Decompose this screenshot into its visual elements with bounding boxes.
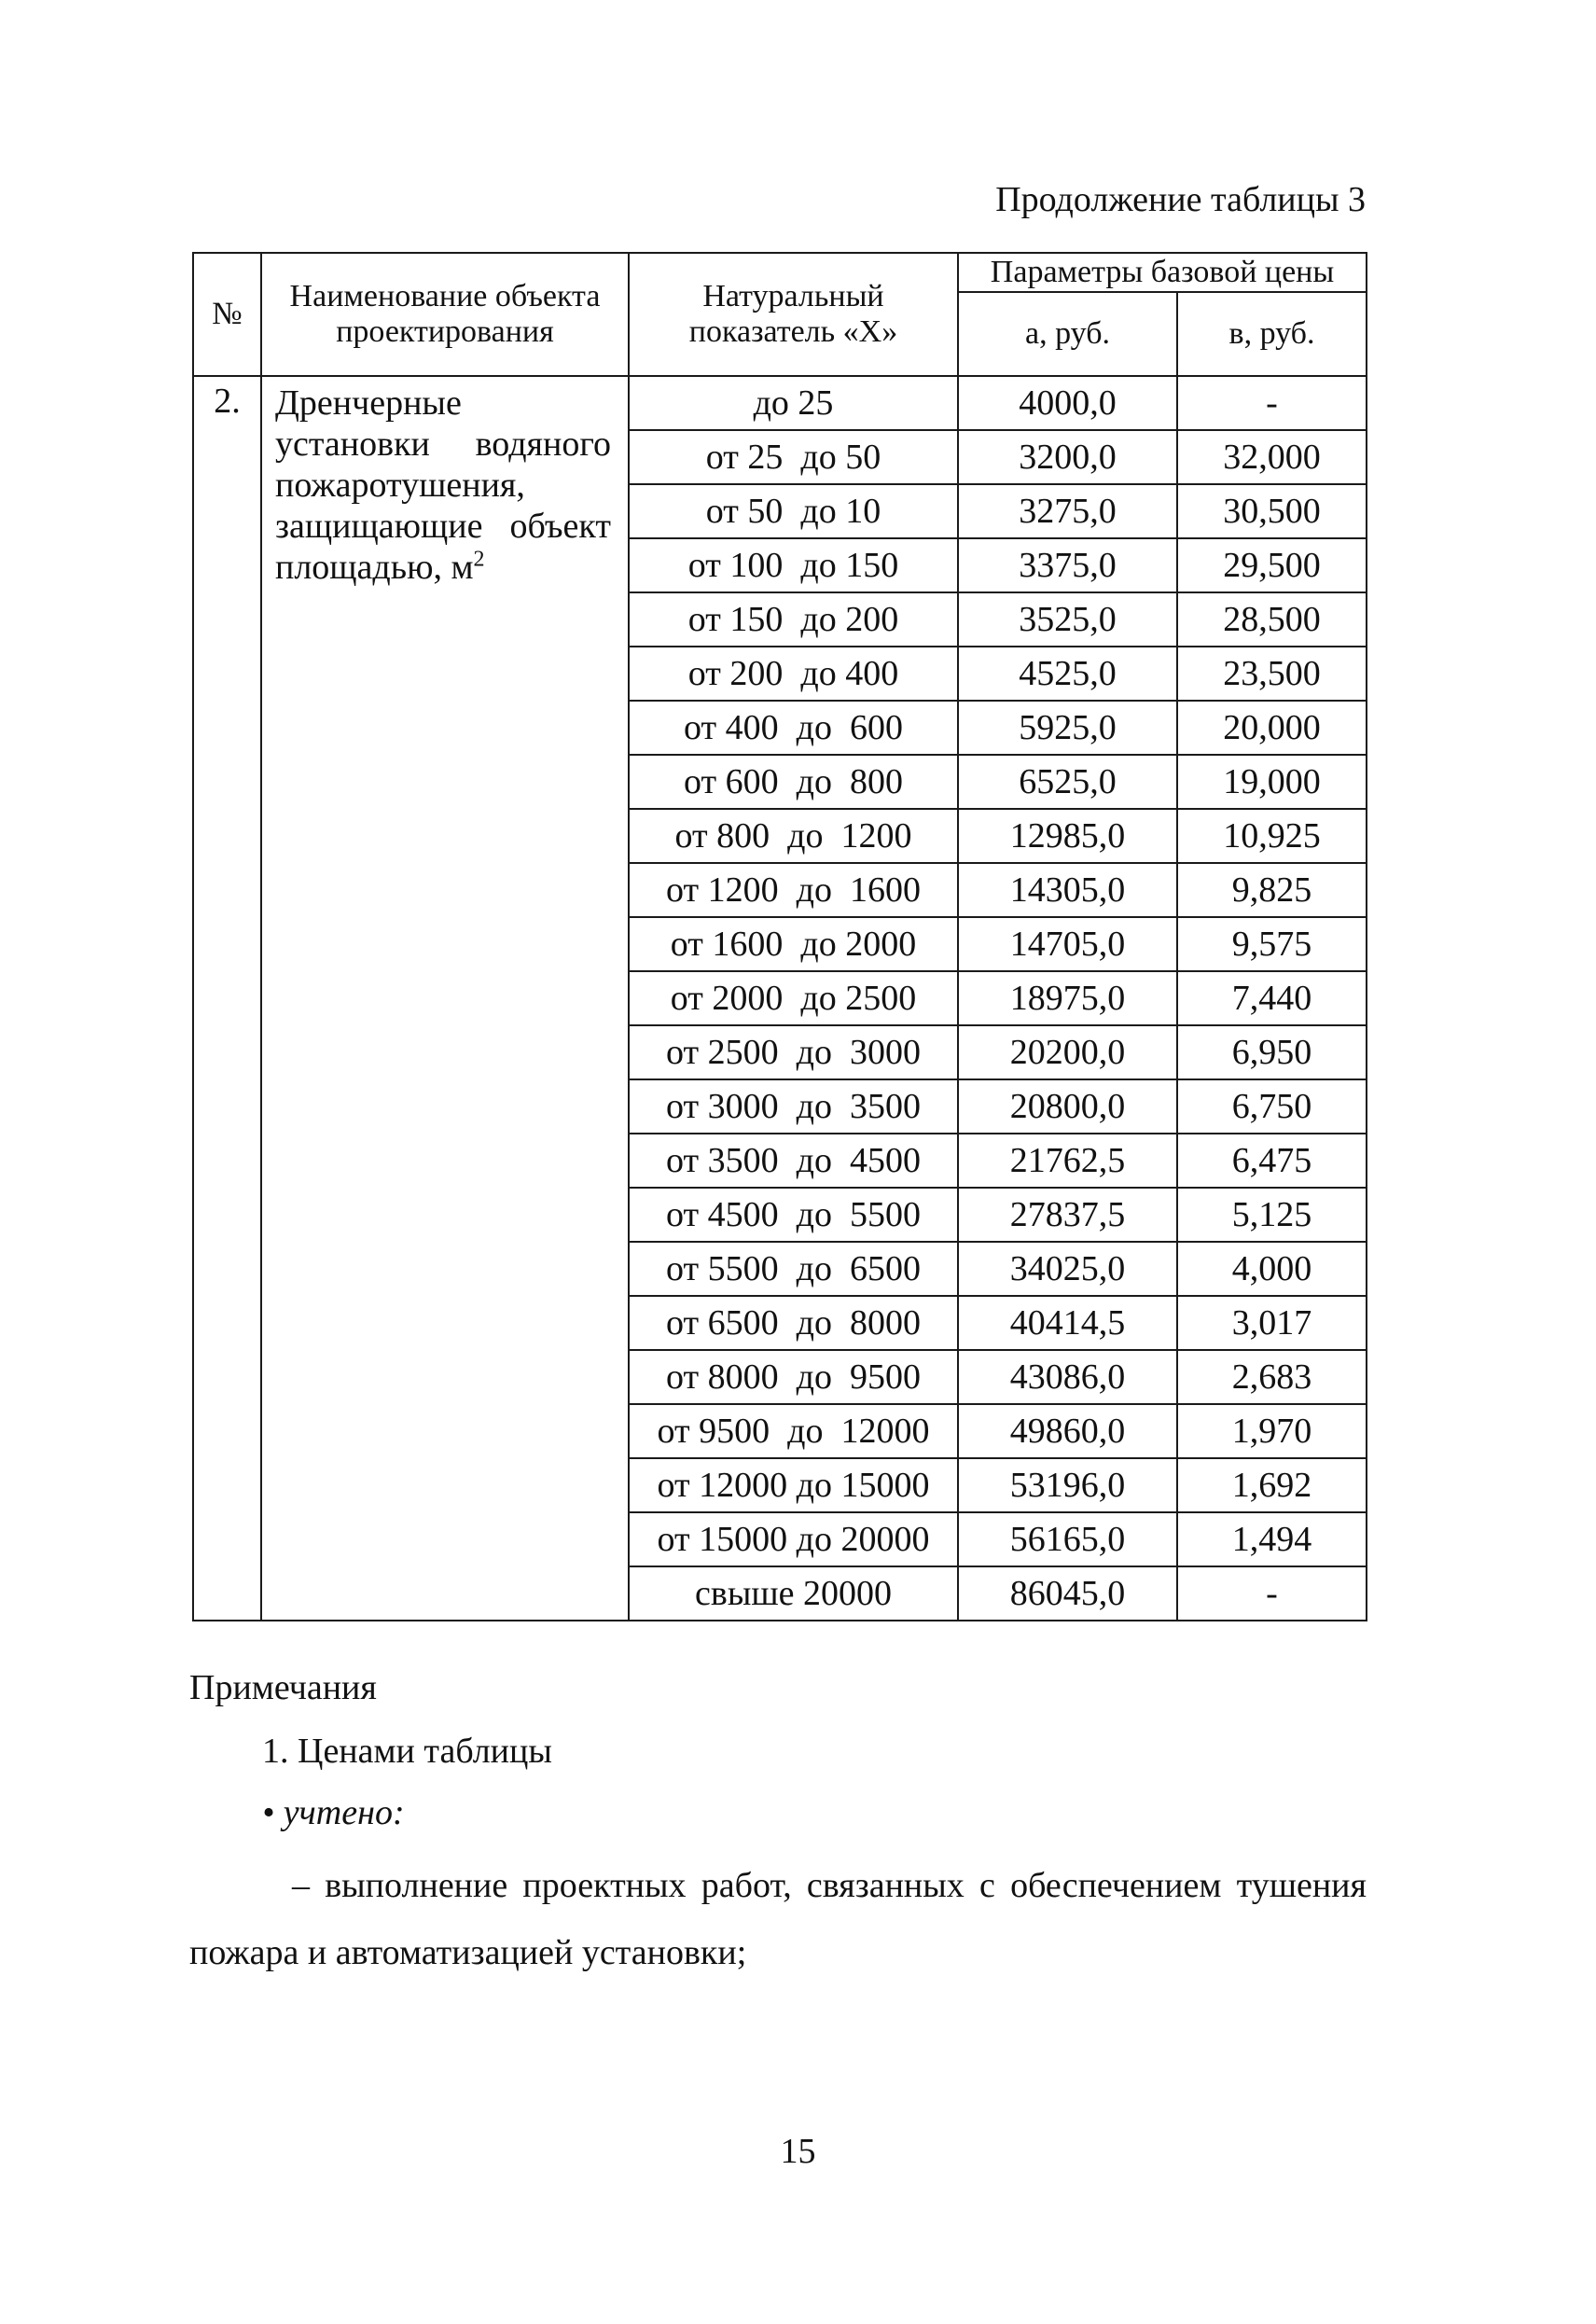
cell-param-a: 20800,0: [958, 1079, 1177, 1134]
cell-indicator: от 50 до 10: [629, 484, 958, 538]
cell-param-a: 3375,0: [958, 538, 1177, 592]
cell-param-a: 4525,0: [958, 647, 1177, 701]
cell-indicator: от 15000 до 20000: [629, 1512, 958, 1566]
cell-indicator: от 3500 до 4500: [629, 1134, 958, 1188]
table-continuation-caption: Продолжение таблицы 3: [995, 180, 1366, 219]
cell-indicator: от 9500 до 12000: [629, 1404, 958, 1458]
cell-param-a: 40414,5: [958, 1296, 1177, 1350]
header-number: №: [193, 253, 261, 376]
cell-param-b: 28,500: [1177, 592, 1367, 647]
cell-indicator: от 3000 до 3500: [629, 1079, 958, 1134]
cell-param-b: 3,017: [1177, 1296, 1367, 1350]
header-param-b: в, руб.: [1177, 292, 1367, 376]
cell-param-b: 4,000: [1177, 1242, 1367, 1296]
cell-param-a: 21762,5: [958, 1134, 1177, 1188]
header-base-price-parameters: Параметры базовой цены: [958, 253, 1367, 292]
cell-param-a: 43086,0: [958, 1350, 1177, 1404]
cell-indicator: от 25 до 50: [629, 430, 958, 484]
cell-indicator: от 200 до 400: [629, 647, 958, 701]
cell-indicator: от 1200 до 1600: [629, 863, 958, 917]
cell-indicator: до 25: [629, 376, 958, 430]
cell-param-b: -: [1177, 1566, 1367, 1621]
cell-indicator: от 400 до 600: [629, 701, 958, 755]
cell-param-a: 14305,0: [958, 863, 1177, 917]
row-number: 2.: [193, 376, 261, 1621]
cell-param-a: 3525,0: [958, 592, 1177, 647]
cell-indicator: от 1600 до 2000: [629, 917, 958, 971]
cell-param-a: 3200,0: [958, 430, 1177, 484]
cell-param-b: 6,750: [1177, 1079, 1367, 1134]
unit-exponent: 2: [473, 547, 485, 572]
cell-param-a: 14705,0: [958, 917, 1177, 971]
cell-indicator: от 600 до 800: [629, 755, 958, 809]
cell-param-b: 1,970: [1177, 1404, 1367, 1458]
cell-param-b: 29,500: [1177, 538, 1367, 592]
cell-indicator: от 2500 до 3000: [629, 1025, 958, 1079]
notes-heading: Примечания: [189, 1668, 377, 1707]
cell-param-b: 10,925: [1177, 809, 1367, 863]
object-name: [261, 376, 629, 1621]
cell-indicator: от 150 до 200: [629, 592, 958, 647]
cell-param-b: 5,125: [1177, 1188, 1367, 1242]
cell-param-a: 5925,0: [958, 701, 1177, 755]
notes-item-1: 1. Ценами таблицы: [262, 1732, 552, 1771]
cell-indicator: от 100 до 150: [629, 538, 958, 592]
cell-param-b: 9,825: [1177, 863, 1367, 917]
cell-indicator: от 800 до 1200: [629, 809, 958, 863]
cell-param-a: 49860,0: [958, 1404, 1177, 1458]
table-row: [193, 376, 1367, 430]
price-table: [192, 252, 1367, 1621]
cell-param-b: 23,500: [1177, 647, 1367, 701]
cell-param-a: 4000,0: [958, 376, 1177, 430]
cell-indicator: от 6500 до 8000: [629, 1296, 958, 1350]
header-natural-indicator: Натуральный показатель «X»: [629, 253, 958, 376]
cell-param-a: 6525,0: [958, 755, 1177, 809]
cell-param-b: 1,692: [1177, 1458, 1367, 1512]
cell-param-b: 7,440: [1177, 971, 1367, 1025]
cell-indicator: от 4500 до 5500: [629, 1188, 958, 1242]
cell-param-a: 20200,0: [958, 1025, 1177, 1079]
cell-param-a: 86045,0: [958, 1566, 1177, 1621]
header-object-name: Наименование объекта проектирования: [261, 253, 629, 376]
cell-param-b: -: [1177, 376, 1367, 430]
cell-param-b: 6,475: [1177, 1134, 1367, 1188]
cell-param-a: 34025,0: [958, 1242, 1177, 1296]
cell-param-a: 12985,0: [958, 809, 1177, 863]
cell-indicator: от 8000 до 9500: [629, 1350, 958, 1404]
cell-param-b: 1,494: [1177, 1512, 1367, 1566]
cell-indicator: свыше 20000: [629, 1566, 958, 1621]
cell-param-a: 53196,0: [958, 1458, 1177, 1512]
cell-param-a: 3275,0: [958, 484, 1177, 538]
cell-param-b: 32,000: [1177, 430, 1367, 484]
cell-param-b: 2,683: [1177, 1350, 1367, 1404]
cell-indicator: от 2000 до 2500: [629, 971, 958, 1025]
page-number: 15: [780, 2132, 816, 2171]
cell-indicator: от 5500 до 6500: [629, 1242, 958, 1296]
cell-param-b: 20,000: [1177, 701, 1367, 755]
cell-param-a: 56165,0: [958, 1512, 1177, 1566]
cell-param-a: 27837,5: [958, 1188, 1177, 1242]
cell-param-a: 18975,0: [958, 971, 1177, 1025]
header-param-a: а, руб.: [958, 292, 1177, 376]
notes-paragraph: – выполнение проектных работ, связанных с обеспечением тушения пожара и автоматизацией установки;: [189, 1866, 1367, 1972]
object-name-text: Дренчерные установки водяного пожаротушения, защищающие объект площадью, м: [275, 383, 611, 587]
cell-param-b: 6,950: [1177, 1025, 1367, 1079]
cell-param-b: 30,500: [1177, 484, 1367, 538]
notes-bullet-included: • учтено:: [262, 1793, 405, 1832]
cell-param-b: 9,575: [1177, 917, 1367, 971]
cell-indicator: от 12000 до 15000: [629, 1458, 958, 1512]
cell-param-b: 19,000: [1177, 755, 1367, 809]
